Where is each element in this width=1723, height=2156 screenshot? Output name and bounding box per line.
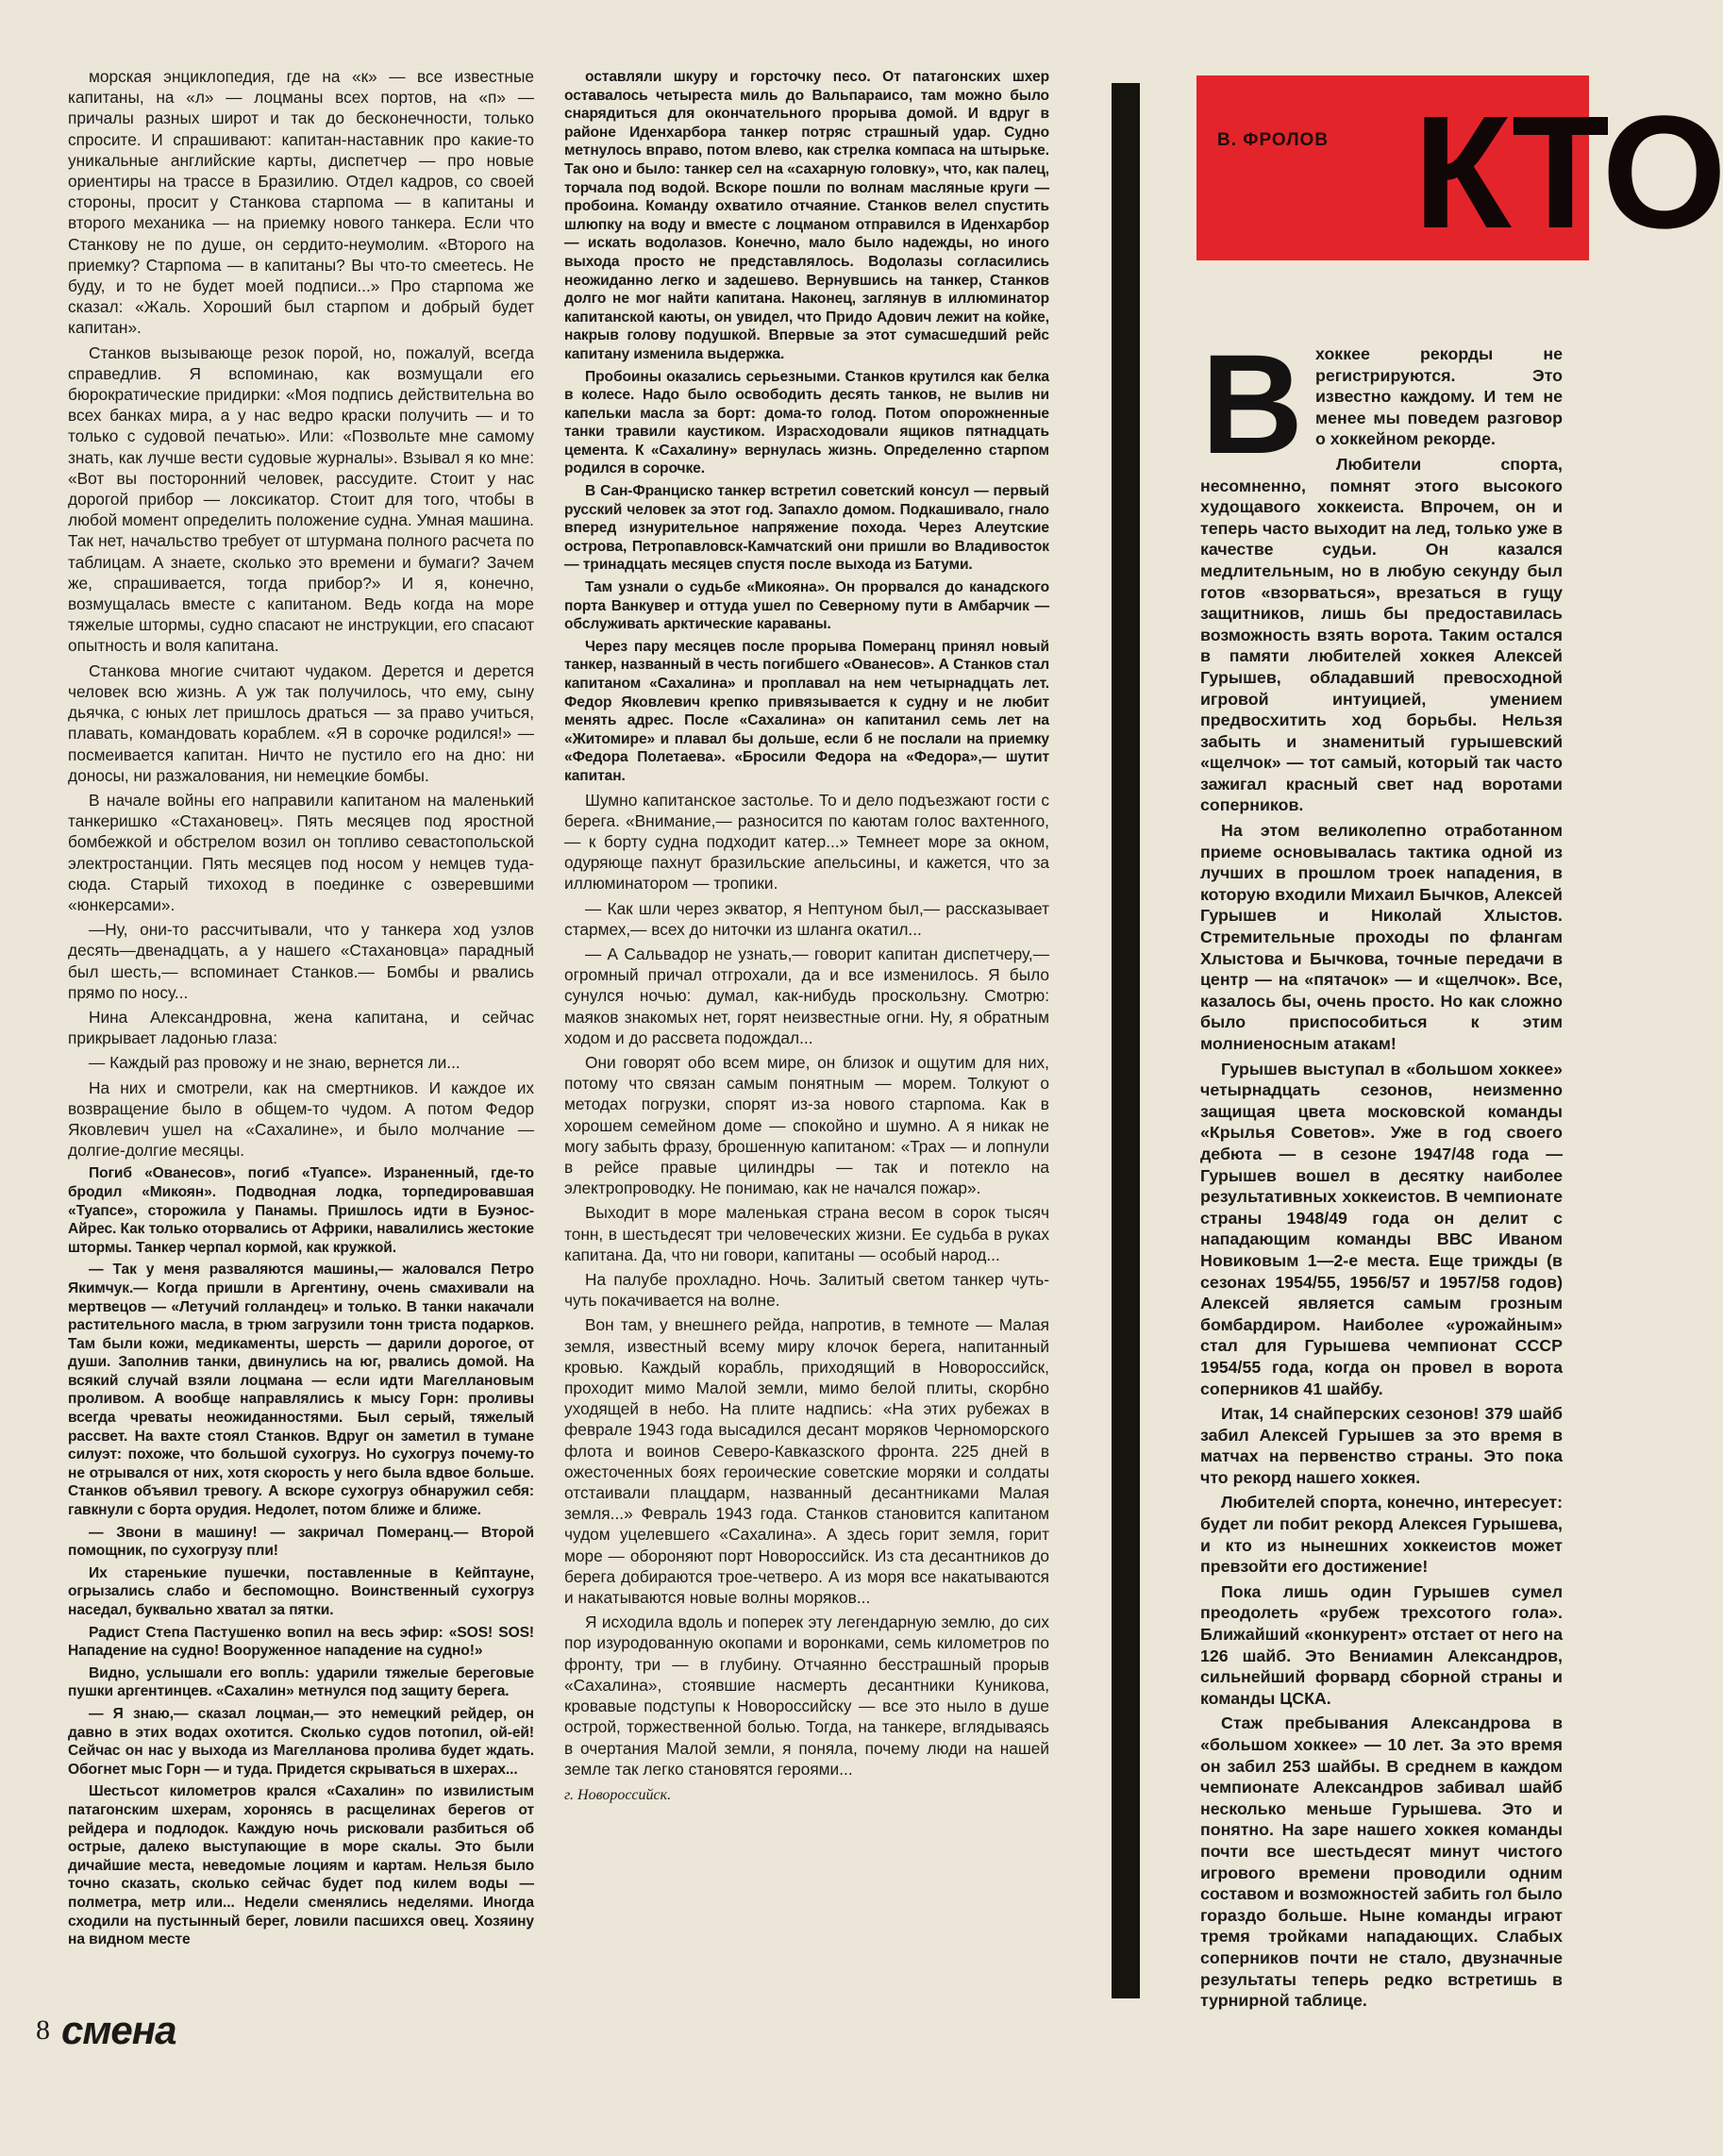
lead-paragraph: хоккее рекорды не регистрируются. Это известно каждому. И тем не менее мы поведем разговор о хоккейном рекорде. [1315,344,1563,449]
article-paragraph: Станков вызывающе резок порой, но, пожалуй, всегда справедлив. Я вспоминаю, как возмущали его бюрократические придирки: «Моя подпись действительна во всех банках мира, а у нас ведро краски получить — и то только с судовой печатью». Или: «Позвольте мне самому знать, как лучше вести судовые журналы». Взывал я ко мне: «Вот вы посторонний человек, рассудите. Стоит у нас дорогой прибор — локсикатор. Стоит для того, чтобы в любой момент определить положение судна. Умная машина. Так нет, начальство требует от штурмана полного расчета по таблицам. А знаете, сколько это времени и бумаги? Зачем же, спрашивается, тогда прибор?» И я, конечно, возмущалась вместе с капитаном. Ведь когда на море тяжелые штормы, судно спасают не инструкции, его спасают опытность и воля капитана. [68,343,534,656]
article-paragraph: На них и смотрели, как на смертников. И каждое их возвращение было в общем-то чудом. А потом Федор Яковлевич ушел на «Сахалине», и было молчание — долгие-долгие месяцы. [68,1078,534,1161]
article-paragraph: — Звони в машину! — закричал Померанц.— Второй помощник, по сухогрузу пли! [68,1524,534,1560]
article-paragraph: Шумно капитанское застолье. То и дело подъезжают гости с берега. «Внимание,— разносится по каютам голос вахтенного,— к борту судна подходит катер...» Темнеет море за окном, одуряюще пахнут бразильские апельсины, и кажется, что за иллюминатором — тропики. [564,790,1049,894]
article-paragraph: Радист Степа Пастушенко вопил на весь эфир: «SOS! SOS! Нападение на судно! Вооруженное нападение на судно!» [68,1624,534,1660]
article-paragraph: — Так у меня разваляются машины,— жаловался Петро Якимчук.— Когда пришли в Аргентину, очень смахивали на мертвецов — «Летучий голландец» и только. В танки накачали растительного масла, в трюм загрузили тонн триста подарков. Там были кожи, медикаменты, шерсть — дарили дорогое, от души. Заполнив танки, двинулись на юг, рвались домой. На всякий случай взяли лоцмана — если идти Магеллановым проливом. А вообще направлялись к мысу Горн: проливы всегда чреваты неожиданностями. Был серый, тяжелый рассвет. На вахте стоял Станков. Вдруг он заметил в тумане силуэт: похоже, что большой сухогруз. Но сухогруз почему-то не отрывался от них, хотя скорость у него была вдвое больше. Станков объявил тревогу. А вскоре сухогруз обнаружил себя: гавкнули с борта орудия. Недолет, потом ближе и ближе. [68,1262,534,1519]
article-paragraph: — А Сальвадор не узнать,— говорит капитан диспетчеру,— огромный причал отгрохали, да и все изменилось. Я было сунулся ночью: думал, как-нибудь проскользну. Смотрю: маяков знакомых нет, горят неизвестные огни. Ну, я обратным ходом и до рассвета подождал... [564,944,1049,1047]
article-paragraph: оставляли шкуру и горсточку песо. От патагонских шхер оставалось четыреста миль до Вальпараисо, там можно было снарядиться для окончательного прорыва домой. И вдруг в районе Иденхарбора танкер потряс страшный удар. Судно метнулось вправо, потом влево, как стрелка компаса на штырьке. Так оно и было: танкер сел на «сахарную головку», что, как палец, торчала под водой. Вскоре пошли по волнам масляные круги — пробоина. Команду охватило отчаяние. Станков велел спустить шлюпку на воду и вместе с лоцманом отправился в Иденхарбор — искать водолазов. Конечно, мало было надежды, но иного выхода просто не представлялось. Водолазы согласились неожиданно легко и задешево. Вернувшись на танкер, Станков долго не мог найти капитана. Наконец, заглянув в иллюминатор капитанской каюты, он увидел, что Придо Адович лежит на койке, накрыв голову подушкой. Впервые за этот сумасшедший рейс капитану изменила выдержка. [564,69,1049,362]
article-paragraph: В Сан-Франциско танкер встретил советский консул — первый русский человек за этот год. Запахло домом. Подкашивало, гнало вперед изнурительное напряжение похода. Через Алеутские острова, Петропавловск-Камчатский они пришли во Владивосток — тринадцать месяцев спустя после выхода из Батуми. [564,483,1049,574]
article-paragraph: На этом великолепно отработанном приеме основывалась тактика одной из лучших в прошлом троек нападения, в которую входили Михаил Бычков, Алексей Гурышев и Николай Хлыстов. Стремительные проходы по флангам Хлыстова и Бычкова, точные передачи в центр — на «пятачок» — и «щелчок». Все, казалось бы, очень просто. Но как сложно было приспособиться к этим молниеносным атакам! [1200,821,1563,1053]
article-paragraph: Видно, услышали его вопль: ударили тяжелые береговые пушки аргентинцев. «Сахалин» метнулся под защиту берега. [68,1664,534,1700]
article-paragraph: Любителей спорта, конечно, интересует: будет ли побит рекорд Алексея Гурышева, и кто из нынешних хоккеистов может превзойти его достижение! [1200,1493,1563,1577]
article-paragraph: — Как шли через экватор, я Нептуном был,— рассказывает стармех,— всех до ниточки из шланга окатил... [564,898,1049,939]
article-paragraph: Их старенькие пушечки, поставленные в Кейптауне, огрызались слабо и беспомощно. Воинственный сухогруз наседал, буквально хватал за пятки. [68,1564,534,1619]
article-paragraph: В начале войны его направили капитаном на маленький танкеришко «Стахановец». Пять месяцев под яростной бомбежкой и обстрелом возил он топливо севастопольской электростанции. Пять месяцев под носом у немцев туда-сюда. Старый тихоход в поединке с озверевшими «юнкерсами». [68,790,534,914]
article-paragraph: Погиб «Ованесов», погиб «Туапсе». Израненный, где-то бродил «Микоян». Подводная лодка, торпедировавшая «Туапсе», сторожила у Панамы. Пришлось идти в Буэнос-Айрес. Как только оторвались от Африки, навалились жестокие штормы. Танкер черпал кормой, как кружкой. [68,1165,534,1256]
headline: КТО [1414,83,1723,262]
article-paragraph: Вон там, у внешнего рейда, напротив, в темноте — Малая земля, известный всему миру клочок берега, напитанный кровью. Каждый корабль, приходящий в Новороссийск, проходит мимо Малой земли, мимо белой плиты, скорбно уходящей в небо. На плите надпись: «На этих рубежах в феврале 1943 года высадился десант моряков Черноморского флота и воинов Северо-Кавказского фронта. 225 дней в ожесточенных боях героические советские моряки и солдаты отстаивали плацдарм, названный десантниками Малая земля...» Февраль 1943 года. Станков становится капитаном чудом уцелевшего «Сахалина». А здесь горит земля, горит море — обороняют порт Новороссийск. Из ста десантников до берега добираются трое-четверо. А из моря все накатываются и накатываются новые волны моряков... [564,1315,1049,1608]
article-column-1 [68,66,534,1953]
article-paragraph: Пока лишь один Гурышев сумел преодолеть «рубеж трехсотого гола». Ближайший «конкурент» отстает от него на 126 шайб. Это Вениамин Александров, сильнейший форвард сборной страны и команды ЦСКА. [1200,1581,1563,1708]
column-divider-bar [1112,83,1140,1998]
article-paragraph: Шестьсот километров крался «Сахалин» по извилистым патагонским шхерам, хоронясь в расщелинах берегов от рейдера и подлодок. Каждую ночь рисковали разбиться об острые, далеко выступающие в море скалы. Это были дичайшие места, неведомые лоциям и картам. Нельзя было точно сказать, сколько сейчас будет под килем воды — полметра, метр или... Недели сменялись неделями. Иногда сходили на пустынный берег, ловили пасшихся овец. Хозяину на видном месте [68,1783,534,1948]
header-red-band [1196,75,1723,262]
article-paragraph: — Каждый раз провожу и не знаю, вернется ли... [89,1053,460,1073]
article-column-2 [564,68,1049,1810]
magazine-logo: смена [61,2008,176,2052]
author-name: В. ФРОЛОВ [1217,130,1330,150]
article-paragraph: Там узнали о судьбе «Микояна». Он прорвался до канадского порта Ванкувер и оттуда ушел по Северному пути в Амбарчик — обслуживать арктические караваны. [564,579,1049,633]
article-paragraph: Итак, 14 снайперских сезонов! 379 шайб забил Алексей Гурышев за это время в матчах на первенство страны. Это пока что рекорд нашего хоккея. [1200,1404,1563,1487]
page-number: 8 [36,2014,50,2046]
hockey-article-column [1200,325,1563,2015]
article-paragraph: Через пару месяцев после прорыва Померанц принял новый танкер, названный в честь погибшего «Ованесов». А Станков стал капитаном «Сахалина» и проплавал на нем четырнадцать лет. Федор Яковлевич крепко привязывается к судну и не любит менять адрес. После «Сахалина» он капитанил семь лет на «Житомире» и плавал бы дольше, если б не послали на приемку «Федора Полетаева». «Бросили Федора на «Федора»,— шутит капитан. [564,638,1049,784]
article-paragraph: морская энциклопедия, где на «к» — все известные капитаны, на «л» — лоцманы всех портов, на «п» — причалы разных широт и так до бесконечности, только спросите. И спрашивают: капитан-наставник про какие-то уникальные английские карты, диспетчер — про новые ориентиры на трассе в Бразилию. Отдел кадров, со своей стороны, просит у Станкова старпома — в капитаны и второго механика — на приемку нового танкера. Если что Станкову не по душе, он сердито-неумолим. «Второго на приемку? Старпома — в капитаны? Вы что-то смеетесь. Не буду, и то не будет моей подписи...» Про старпома же сказал: «Жаль. Хороший был старпом и добрый будет капитан». [68,67,534,338]
article-paragraph: Я исходила вдоль и поперек эту легендарную землю, до сих пор изуродованную окопами и воронками, семь километров по фронту, три — в глубину. Отчаянно бесстрашный прорыв «Сахалина», стоявшие насмерть десантники Куникова, кровавые подступы к Новороссийску — все это ныло в душе острой, торжественной болью. Тогда, на танкере, вглядываясь в очертания Малой земли, я поняла, почему люди на нашей земле так легко становятся героями... [564,1613,1049,1779]
article-paragraph: —Ну, они-то рассчитывали, что у танкера ход узлов десять—двенадцать, а у нашего «Стахановца» парадный был шесть,— вспоминает Станков.— Бомбы и рвались прямо по носу... [68,920,534,1002]
dateline: г. Новороссийск. [564,1786,672,1803]
article-paragraph: На палубе прохладно. Ночь. Залитый светом танкер чуть-чуть покачивается на волне. [564,1270,1049,1311]
article-paragraph: Пробоины оказались серьезными. Станков крутился как белка в колесе. Надо было освободить десять танков, не вылив ни капельки масла за борт: дома-то голод. Потом опорожненные танки травили каустиком. Израсходовали ящиков пятнадцать цемента. К «Сахалину» вернулась жизнь. Определенно старпом родился в сорочке. [564,368,1049,477]
article-paragraph: Любители спорта, несомненно, помнят этого высокого худощавого хоккеиста. Впрочем, он и теперь часто выходит на лед, только уже в качестве судьи. Он казался медлительным, но в любую секунду был готов «взорваться», врезаться в гущу защитников, лишь бы предоставилась возможность взять ворота. Таким остался в памяти любителей хоккея Алексей Гурышев, обладавший превосходной игровой интуицией, умением предвосхитить ход борьбы. Нельзя забыть и знаменитый гурышевский «щелчок» — тот самый, который так часто зажигал красный свет над воротами соперников. [1200,454,1563,815]
article-paragraph: Гурышев выступал в «большом хоккее» четырнадцать сезонов, неизменно защищая цвета московской команды «Крылья Советов». Уже в год своего дебюта — в сезоне 1947/48 года — Гурышев вошел в десятку наиболее результативных хоккеистов. В чемпионате страны 1948/49 года он делит с нападающим команды ВВС Иваном Новиковым 1—2-е места. Еще трижды (в сезонах 1954/55, 1956/57 и 1957/58 годов) Алексей является самым грозным бомбардиром. Наиболее «урожайным» стал для Гурышева чемпионат СССР 1954/55 года, когда он провел в ворота соперников 41 шайбу. [1200,1059,1563,1398]
article-paragraph: Стаж пребывания Александрова в «большом хоккее» — 10 лет. За это время он забил 253 шайбы. В среднем в каждом чемпионате Александров забивал шайб несколько меньше Гурышева. Это и понятно. На заре нашего хоккея команды почти все шестьдесят минут чистого игрового времени проводили одним составом и возможностей забить гол было гораздо больше. Ныне команды играют тремя тройками нападающих. Слабых соперников почти не стало, двузначные результаты теперь редко встретишь в турнирной таблице. [1200,1713,1563,2011]
article-paragraph: Станкова многие считают чудаком. Дерется и дерется человек всю жизнь. А уж так получилось, что ему, сыну дьячка, с юных лет пришлось драться — за право учиться, плавать, командовать кораблем. «Я в сорочке родился!» — посмеивается капитан. Ничто не пустило его на дно: ни доносы, ни разжалования, ни немецкие бомбы. [68,660,534,785]
article-paragraph: Они говорят обо всем мире, он близок и ощутим для них, потому что связан самым понятным — морем. Толкуют о методах погрузки, спорят из-за нового старпома. Как в хорошем семейном доме — спокойно и шумно. А я никак не могу забыть фразу, брошенную капитаном: «Трах — и лопнули в рейсе правые цилиндры — так и потекло на электропроводку. Не понимаю, как не начался пожар». [564,1053,1049,1198]
page-footer [36,2002,176,2059]
article-paragraph: Выходит в море маленькая страна весом в сорок тысяч тонн, в шестьдесят три человеческих жизни. Ее судьба в руках капитана. Да, что ни говори, капитаны — особый народ... [564,1203,1049,1264]
dropcap-letter: В [1200,325,1304,483]
article-paragraph: — Я знаю,— сказал лоцман,— это немецкий рейдер, он давно в этих водах охотится. Сколько судов потопил, ой-ей! Сейчас он нас у выхода из Магелланова пролива будет ждать. Обогнет мыс Горн — и туда. Придется скрываться в шхерах... [68,1705,534,1778]
article-paragraph: Нина Александровна, жена капитана, и сейчас прикрывает ладонью глаза: [68,1007,534,1048]
